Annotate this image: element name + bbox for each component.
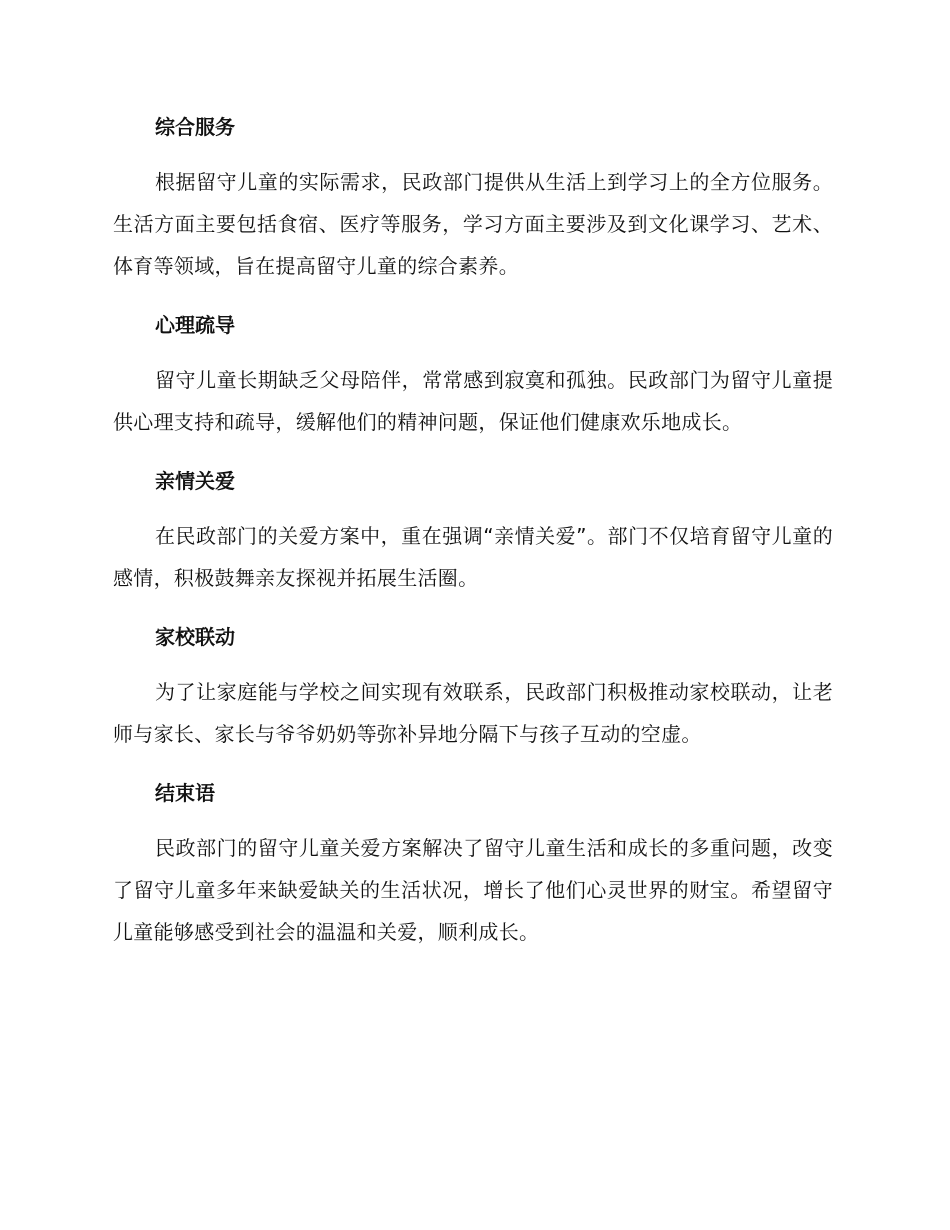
section-heading-comprehensive-services: 综合服务: [155, 115, 235, 139]
section-heading-home-school-linkage: 家校联动: [155, 625, 235, 649]
section-heading-psychological-counseling: 心理疏导: [155, 313, 235, 337]
section-body-conclusion: 民政部门的留守儿童关爱方案解决了留守儿童生活和成长的多重问题，改变了留守儿童多年来缺爱缺关的生活状况，增长了他们心灵世界的财宝。希望留守儿童能够感受到社会的温温和关爱，顺利成长。: [113, 836, 833, 944]
document-content: [113, 109, 833, 973]
section-body-comprehensive-services: 根据留守儿童的实际需求，民政部门提供从生活上到学习上的全方位服务。生活方面主要包括食宿、医疗等服务，学习方面主要涉及到文化课学习、艺术、体育等领域，旨在提高留守儿童的综合素养。: [113, 170, 833, 278]
section-body-psychological-counseling: 留守儿童长期缺乏父母陪伴，常常感到寂寞和孤独。民政部门为留守儿童提供心理支持和疏导，缓解他们的精神问题，保证他们健康欢乐地成长。: [113, 368, 833, 434]
section-body-home-school-linkage: 为了让家庭能与学校之间实现有效联系，民政部门积极推动家校联动，让老师与家长、家长与爷爷奶奶等弥补异地分隔下与孩子互动的空虚。: [113, 680, 833, 746]
section-heading-conclusion: 结束语: [155, 781, 215, 805]
section-heading-family-care: 亲情关爱: [155, 469, 235, 493]
section-body-family-care: 在民政部门的关爱方案中，重在强调“亲情关爱”。部门不仅培育留守儿童的感情，积极鼓舞亲友探视并拓展生活圈。: [113, 524, 833, 590]
